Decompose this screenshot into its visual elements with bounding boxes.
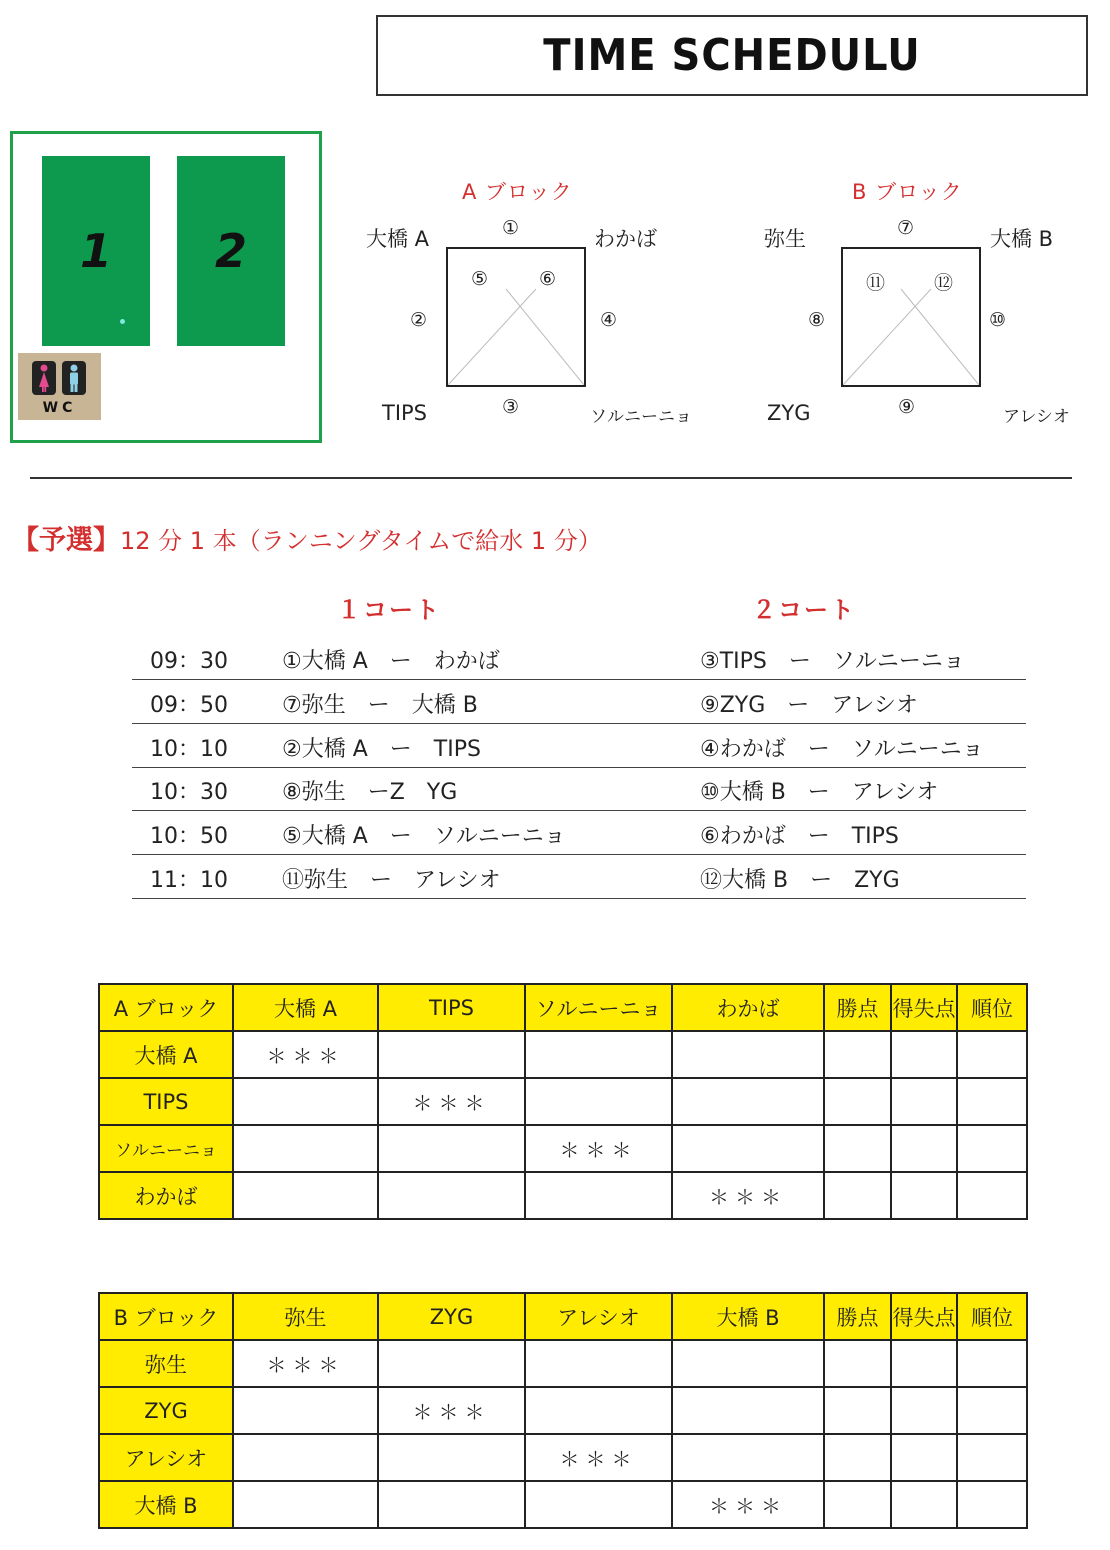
- table-cell: [378, 1481, 525, 1528]
- wc-label: WC: [42, 400, 77, 416]
- section-divider: [30, 477, 1072, 479]
- table-header-cell: ZYG: [378, 1293, 525, 1340]
- schedule-court-1-match: ⑦弥生 ー 大橋 B: [282, 693, 478, 718]
- block-a-results-table: [98, 983, 1028, 1220]
- table-cell: [672, 1031, 824, 1078]
- schedule-court-1-match: ⑤大橋 A ー ソルニーニョ: [282, 824, 566, 849]
- table-row: [99, 1340, 1027, 1387]
- table-cell: [378, 1340, 525, 1387]
- schedule-court-2-match: ⑨ZYG ー アレシオ: [700, 693, 918, 718]
- table-header-row: [99, 984, 1027, 1031]
- table-header-cell: B ブロック: [99, 1293, 233, 1340]
- table-header-cell: A ブロック: [99, 984, 233, 1031]
- self-match-cell: ＊＊＊: [378, 1078, 525, 1125]
- table-cell: [891, 1340, 957, 1387]
- table-cell: [525, 1387, 672, 1434]
- block-b-team-bottom-left: ZYG: [767, 401, 811, 425]
- block-a-match-3: ③: [502, 396, 520, 418]
- table-cell: [378, 1434, 525, 1481]
- schedule-row: [132, 680, 1026, 724]
- self-match-cell: ＊＊＊: [672, 1172, 824, 1219]
- table-cell: [891, 1434, 957, 1481]
- table-cell: [672, 1434, 824, 1481]
- schedule-time: 10：50: [150, 824, 228, 849]
- court-1-number: 1: [79, 224, 112, 278]
- table-header-cell: 得失点: [891, 984, 957, 1031]
- block-b-square: [841, 247, 981, 387]
- table-cell: [891, 1481, 957, 1528]
- block-b-match-11: ⑪: [866, 272, 886, 294]
- prelim-heading: [12, 518, 602, 557]
- table-cell: [957, 1340, 1027, 1387]
- schedule-time: 10：30: [150, 780, 228, 805]
- block-a-team-bottom-left: TIPS: [382, 401, 428, 425]
- table-cell: [957, 1434, 1027, 1481]
- schedule-row: [132, 855, 1026, 899]
- block-a-match-5: ⑤: [471, 268, 489, 290]
- table-row: [99, 1387, 1027, 1434]
- table-header-cell: 弥生: [233, 1293, 378, 1340]
- block-a-diagonals: [448, 249, 584, 385]
- table-cell: [957, 1481, 1027, 1528]
- self-match-cell: ＊＊＊: [525, 1434, 672, 1481]
- self-match-cell: ＊＊＊: [525, 1125, 672, 1172]
- table-cell: [525, 1172, 672, 1219]
- table-header-cell: アレシオ: [525, 1293, 672, 1340]
- row-team-cell: ZYG: [99, 1387, 233, 1434]
- block-a-match-1: ①: [502, 217, 520, 239]
- table-cell: [525, 1481, 672, 1528]
- table-cell: [378, 1125, 525, 1172]
- table-cell: [957, 1387, 1027, 1434]
- court-1-heading: １コート: [337, 596, 441, 624]
- block-a-square: [446, 247, 586, 387]
- court-2-heading: ２コート: [752, 596, 856, 624]
- block-b-match-9: ⑨: [898, 396, 916, 418]
- table-cell: [672, 1078, 824, 1125]
- table-cell: [672, 1340, 824, 1387]
- restroom-icon: [18, 357, 101, 405]
- schedule-time: 10：10: [150, 737, 228, 762]
- table-cell: [824, 1340, 891, 1387]
- table-row: [99, 1481, 1027, 1528]
- schedule-time: 09：50: [150, 693, 228, 718]
- table-cell: [957, 1078, 1027, 1125]
- table-cell: [378, 1031, 525, 1078]
- table-cell: [824, 1031, 891, 1078]
- self-match-cell: ＊＊＊: [233, 1340, 378, 1387]
- row-team-cell: 大橋 B: [99, 1481, 233, 1528]
- page-title: TIME SCHEDULU: [543, 30, 921, 81]
- table-header-cell: 得失点: [891, 1293, 957, 1340]
- table-cell: [891, 1125, 957, 1172]
- schedule-row: [132, 811, 1026, 855]
- courts-map: [10, 131, 322, 443]
- table-row: [99, 1031, 1027, 1078]
- block-a-title: A ブロック: [462, 180, 573, 204]
- table-cell: [957, 1125, 1027, 1172]
- schedule-row: [132, 636, 1026, 680]
- court-2: [177, 156, 285, 346]
- table-header-cell: TIPS: [378, 984, 525, 1031]
- table-cell: [824, 1387, 891, 1434]
- block-a-team-bottom-right: ソルニーニョ: [590, 407, 692, 427]
- block-b-team-top-right: 大橋 B: [990, 227, 1054, 251]
- block-a-match-4: ④: [600, 309, 618, 331]
- schedule-court-2-match: ③TIPS ー ソルニーニョ: [700, 649, 965, 674]
- block-b-results-table: [98, 1292, 1028, 1529]
- block-a-match-2: ②: [410, 309, 428, 331]
- table-header-cell: ソルニーニョ: [525, 984, 672, 1031]
- self-match-cell: ＊＊＊: [233, 1031, 378, 1078]
- block-b-match-10: ⑩: [989, 309, 1007, 331]
- block-b-team-top-left: 弥生: [764, 227, 806, 251]
- table-cell: [824, 1481, 891, 1528]
- schedule-row: [132, 724, 1026, 768]
- table-cell: [957, 1172, 1027, 1219]
- block-b-title: B ブロック: [852, 180, 963, 204]
- table-header-cell: 大橋 B: [672, 1293, 824, 1340]
- schedule-court-2-match: ⑫大橋 B ー ZYG: [700, 868, 900, 893]
- table-cell: [525, 1031, 672, 1078]
- block-b-diagonals: [843, 249, 979, 385]
- table-cell: [233, 1172, 378, 1219]
- table-cell: [824, 1172, 891, 1219]
- block-a-team-top-right: わかば: [594, 227, 657, 251]
- row-team-cell: わかば: [99, 1172, 233, 1219]
- table-cell: [891, 1078, 957, 1125]
- court-1: [42, 156, 150, 346]
- table-header-cell: 順位: [957, 1293, 1027, 1340]
- schedule-row: [132, 767, 1026, 811]
- table-header-cell: 勝点: [824, 1293, 891, 1340]
- table-cell: [672, 1387, 824, 1434]
- row-team-cell: 大橋 A: [99, 1031, 233, 1078]
- schedule-court-1-match: ⑧弥生 ーZ YG: [282, 780, 458, 805]
- table-cell: [525, 1340, 672, 1387]
- schedule-court-2-match: ④わかば ー ソルニーニョ: [700, 737, 984, 762]
- court-2-number: 2: [214, 224, 247, 278]
- table-cell: [378, 1172, 525, 1219]
- schedule-court-1-match: ①大橋 A ー わかば: [282, 649, 500, 674]
- schedule-court-1-match: ⑪弥生 ー アレシオ: [282, 868, 501, 893]
- table-row: [99, 1434, 1027, 1481]
- table-cell: [233, 1125, 378, 1172]
- self-match-cell: ＊＊＊: [672, 1481, 824, 1528]
- restroom-sign: [18, 353, 101, 420]
- table-header-cell: わかば: [672, 984, 824, 1031]
- court-dot: [120, 319, 125, 324]
- table-cell: [672, 1125, 824, 1172]
- table-cell: [824, 1078, 891, 1125]
- block-b-match-7: ⑦: [897, 217, 915, 239]
- schedule-court-1-match: ②大橋 A ー TIPS: [282, 737, 481, 762]
- table-cell: [891, 1031, 957, 1078]
- table-cell: [233, 1078, 378, 1125]
- table-header-cell: 順位: [957, 984, 1027, 1031]
- table-cell: [525, 1078, 672, 1125]
- self-match-cell: ＊＊＊: [378, 1387, 525, 1434]
- table-header-row: [99, 1293, 1027, 1340]
- row-team-cell: 弥生: [99, 1340, 233, 1387]
- title-box: [376, 15, 1088, 96]
- table-header-cell: 大橋 A: [233, 984, 378, 1031]
- table-cell: [891, 1172, 957, 1219]
- prelim-description: 12 分 1 本（ランニングタイムで給水 1 分）: [120, 527, 602, 555]
- schedule-time: 09：30: [150, 649, 228, 674]
- block-b-team-bottom-right: アレシオ: [1003, 407, 1070, 427]
- table-cell: [824, 1434, 891, 1481]
- schedule-court-2-match: ⑩大橋 B ー アレシオ: [700, 780, 939, 805]
- table-header-cell: 勝点: [824, 984, 891, 1031]
- schedule-time: 11：10: [150, 868, 228, 893]
- block-b-match-8: ⑧: [808, 309, 826, 331]
- prelim-label: 【予選】: [12, 525, 120, 556]
- row-team-cell: ソルニーニョ: [99, 1125, 233, 1172]
- table-cell: [233, 1481, 378, 1528]
- table-row: [99, 1172, 1027, 1219]
- table-cell: [233, 1387, 378, 1434]
- table-cell: [957, 1031, 1027, 1078]
- row-team-cell: TIPS: [99, 1078, 233, 1125]
- table-row: [99, 1078, 1027, 1125]
- table-cell: [233, 1434, 378, 1481]
- block-a-match-6: ⑥: [539, 268, 557, 290]
- block-a-team-top-left: 大橋 A: [366, 227, 430, 251]
- table-cell: [824, 1125, 891, 1172]
- table-cell: [891, 1387, 957, 1434]
- block-b-match-12: ⑫: [934, 272, 954, 294]
- row-team-cell: アレシオ: [99, 1434, 233, 1481]
- schedule-court-2-match: ⑥わかば ー TIPS: [700, 824, 899, 849]
- table-row: [99, 1125, 1027, 1172]
